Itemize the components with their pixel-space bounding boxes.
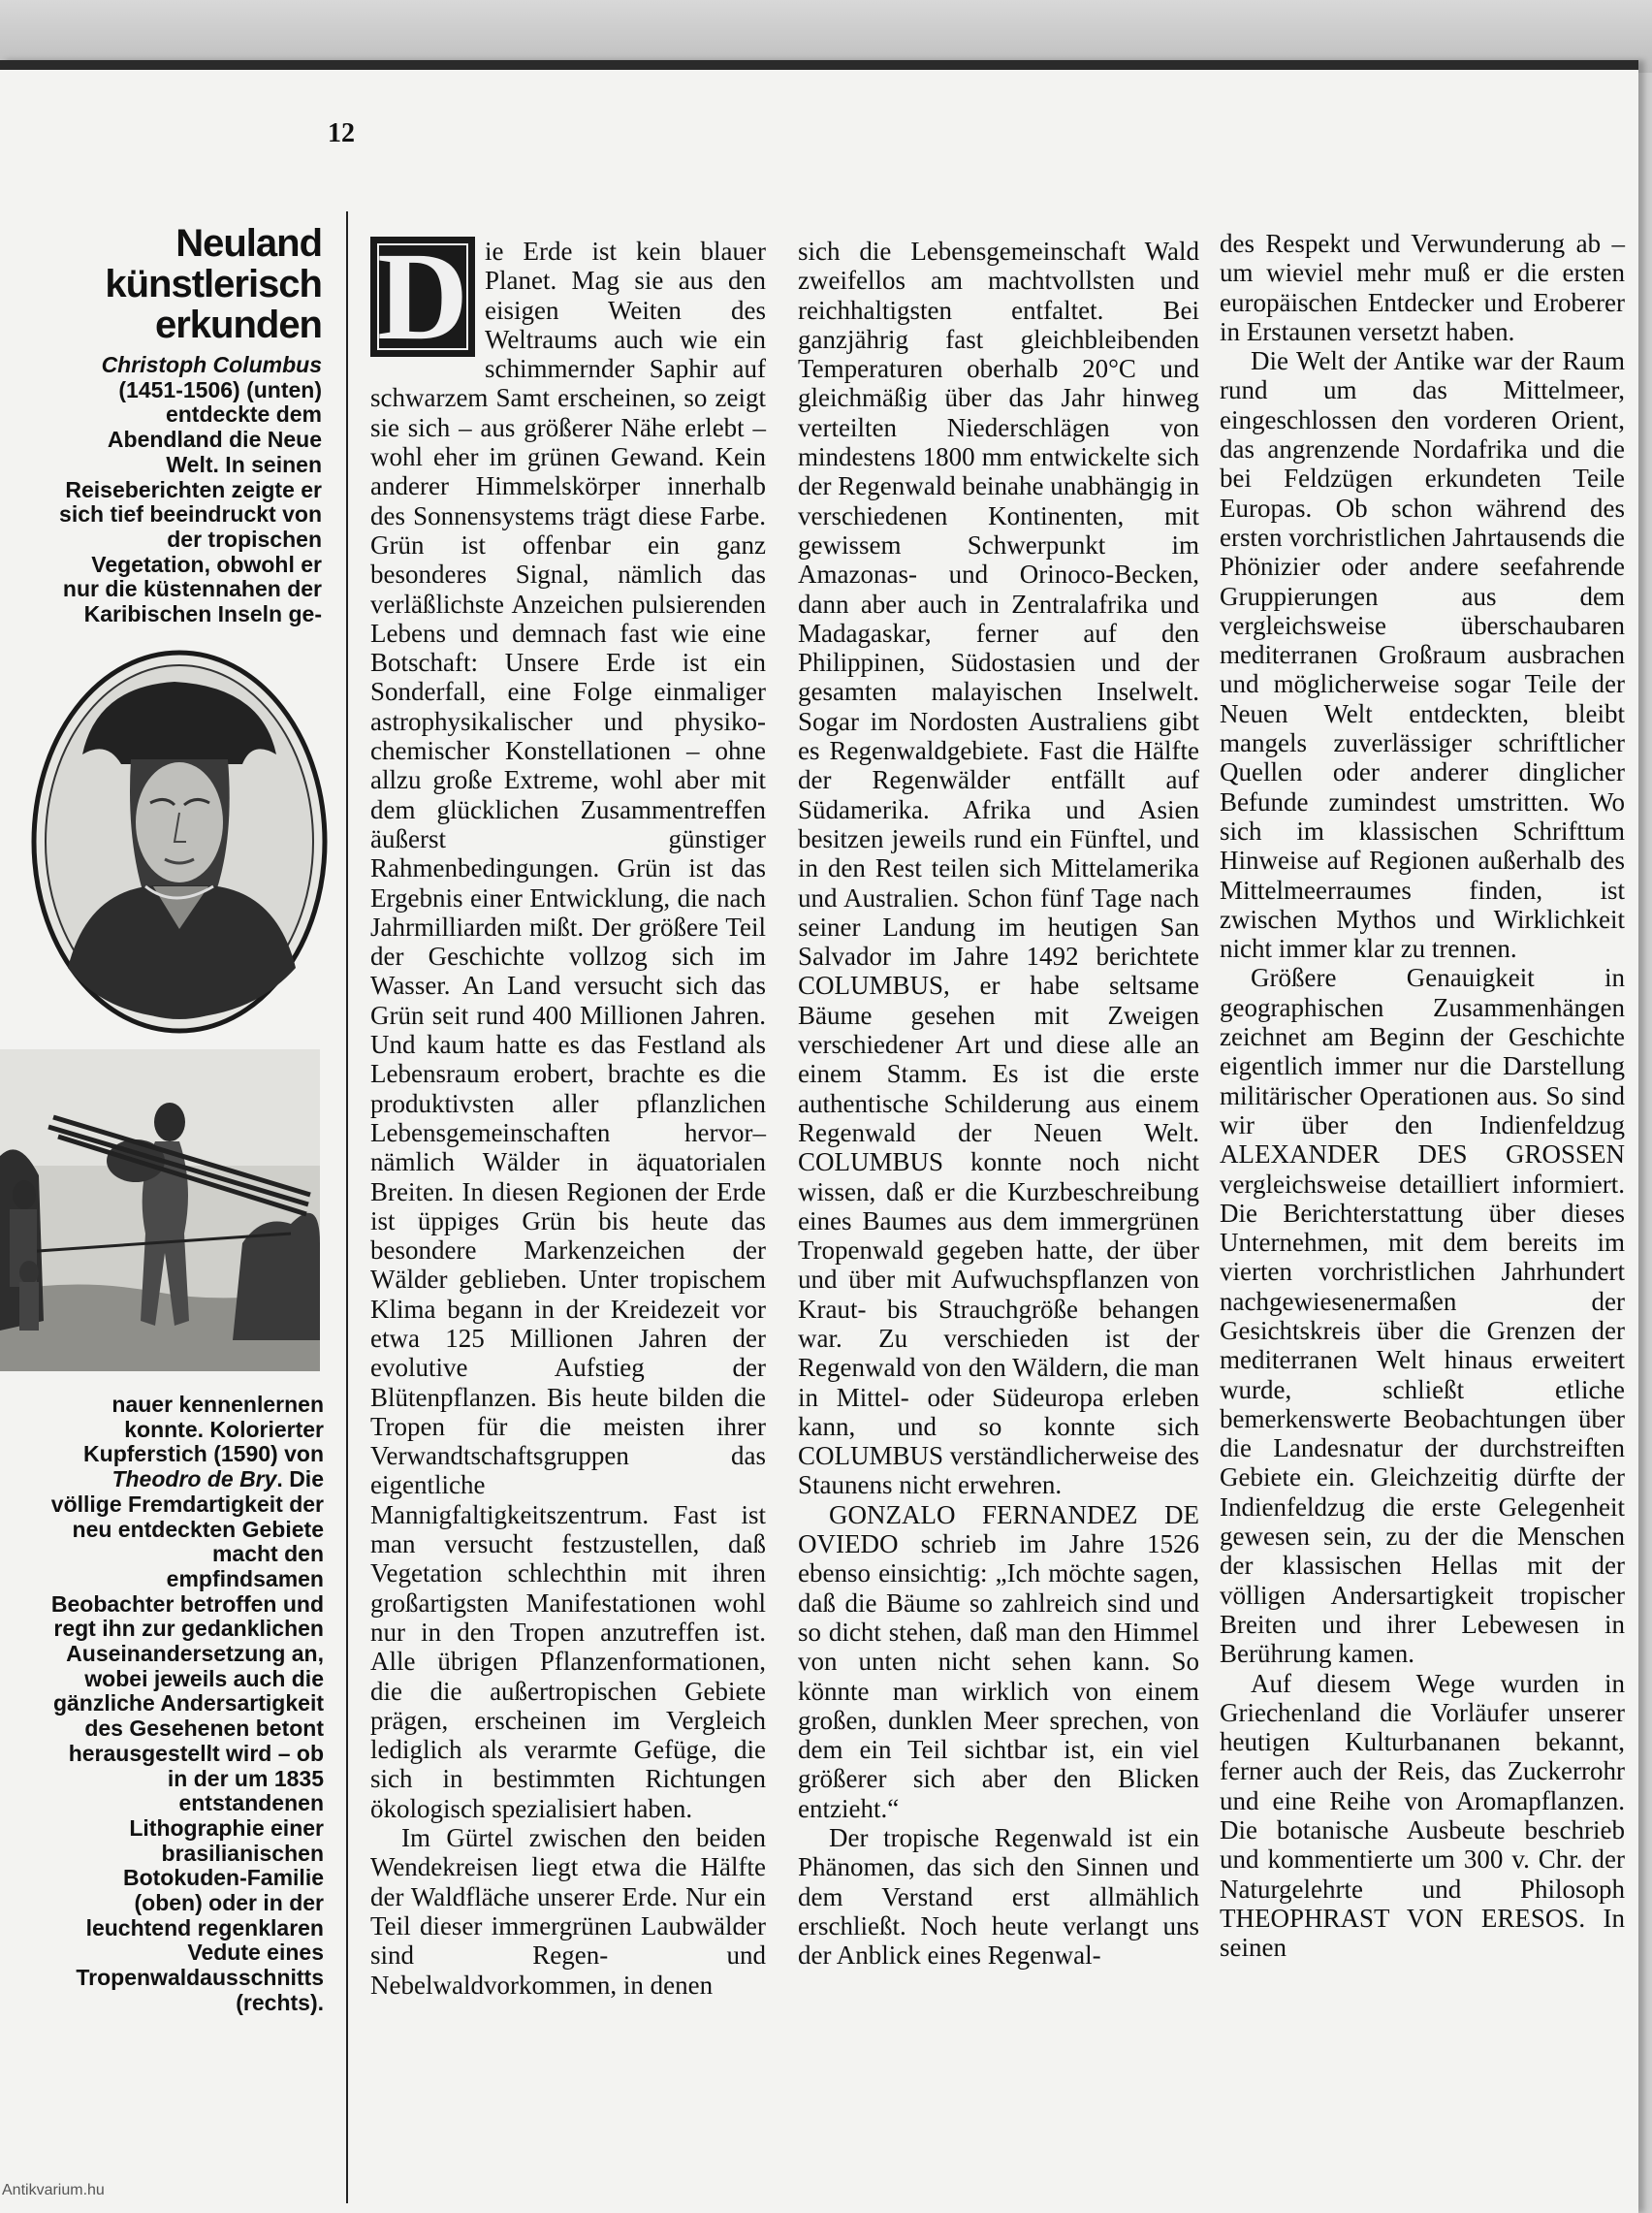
paragraph: sich die Lebensgemeinschaft Wald zweifellos am machtvollsten und reichhaltigsten entfaltet. Bei ganzjährig fast gleichbleibenden Temperaturen oberhalb 20°C und gleichmäßig über das Jahr hinweg verteilten Niederschlägen von mindestens 1800 mm entwickelte sich der Regenwald beinahe unabhängig in verschiedenen Kontinenten, mit gewissem Schwerpunkt im Amazonas- und Orinoco-Becken, dann aber auch in Zentralafrika und Madagaskar, ferner auf den Philippinen, Südostasien und der gesamten malayischen Inselwelt. Sogar im Nordosten Australiens gibt es Regenwaldgebiete. Fast die Hälfte der Regenwälder entfällt auf Südamerika. Afrika und Asien besitzen jeweils rund ein Fünftel, und in den Rest teilen sich Mittelamerika und Australien. Schon fünf Tage nach seiner Landung im heutigen San Salvador im Jahre 1492 berichtete COLUMBUS, er habe seltsame Bäume gesehen mit Zweigen verschiedener Art und diese alle an einem Stamm. Es ist die erste authentische Schilderung aus einem Regenwald der Neuen Welt. COLUMBUS konnte noch nicht wissen, daß er die Kurzbeschreibung eines Baumes aus dem immergrünen Tropenwald gegeben hatte, der über und über mit Aufwuchspflanzen von Kraut- bis Strauchgröße behangen war. Zu verschieden ist der Regenwald von den Wäldern, die man in Mittel- oder Südeuropa erleben kann, und so konnte sich COLUMBUS verständlicherweise des Staunens nicht erwehren. [798,237,1199,1500]
caption2-text-b: . Die völlige Fremdartigkeit der neu entdeckten Gebiete macht den empfindsamen Beobachter betroffen und regt ihn zur gedanklichen Auseinandersetzung an, wobei jeweils auch die gänzliche Andersartigkeit des Gesehenen betont herausgestellt wird – ob in der um 1835 entstandenen Lithographie einer brasilianischen Botokuden-Familie (oben) oder in der leuchtend regenklaren Vedute eines Tropenwaldausschnitts (rechts). [50,1466,324,2015]
paragraph: Auf diesem Wege wurden in Griechenland die Vorläufer unserer heutigen Kulturbananen bekannt, ferner auch der Reis, das Zuckerrohr und eine Reihe von Aromapflanzen. Die botanische Ausbeute beschrieb und kommentierte um 300 v. Chr. der Naturgelehrte und Philosoph THEOPHRAST VON ERESOS. In seinen [1220,1668,1625,1963]
caption2-name: Theodro de Bry [111,1466,277,1492]
caption-engraving [50,1393,324,2016]
article-column-3 [1220,229,1625,1963]
page-number: 12 [328,118,355,148]
botokuden-family-image [0,1049,320,1371]
paragraph: Größere Genauigkeit in geographischen Zusammenhängen zeichnet am Beginn der Geschichte eigentlich immer nur die Darstellung militärischer Operationen aus. So sind wir über den Indienfeldzug ALEXANDER DES GROSSEN vergleichsweise detailliert informiert. Die Berichterstattung über dieses Unternehmen, mit dem bereits im vierten vorchristlichen Jahrhundert nachgewiesenermaßen der Gesichtskreis über die Grenzen der mediterranen Welt hinaus erweitert wurde, schließt etliche bemerkenswerte Beobachtungen über die Landesnatur der durchstreiften Gebiete ein. Gleichzeitig dürfte der Indienfeldzug die erste Gelegenheit gewesen sein, zu der die Menschen der klassischen Hellas mit der völligen Andersartigkeit tropischer Breiten und ihrer Lebewesen in Berührung kamen. [1220,963,1625,1669]
article-column-1 [370,227,766,2000]
columbus-portrait-image [29,648,330,1036]
caption-text: (1451-1506) (unten) entdeckte dem Abendland die Neue Welt. In seinen Reiseberichten zeigte er sich tief beeindruckt von der tropischen Vegetation, obwohl er nur die küstennahen der Karibischen Inseln ge- [59,376,322,627]
paragraph-text: ie Erde ist kein blauer Planet. Mag sie aus den eisigen Weiten des Weltraums auch wie ein schimmernder Saphir auf schwarzem Samt erscheinen, so zeigt sie sich – aus größerer Nähe erlebt – wohl eher im grünen Gewand. Kein anderer Himmelskörper innerhalb des Sonnensystems trägt diese Farbe. Grün ist offenbar ein ganz besonderes Signal, nämlich das verläßlichste Anzeichen pulsierenden Lebens und demnach fast wie eine Botschaft: Unsere Erde ist ein Sonderfall, eine Folge einmaliger astrophysikalischer und physiko-chemischer Konstellationen – ohne allzu große Extreme, wohl aber mit dem glücklichen Zusammentreffen äußerst günstiger Rahmenbedingungen. Grün ist das Ergebnis einer Entwicklung, die nach Jahrmilliarden mißt. Der größere Teil der Geschichte vollzog sich im Wasser. An Land versucht sich das Grün seit rund 400 Millionen Jahren. Und kaum hatte es das Festland als Lebensraum erobert, brachte es die produktivsten aller pflanzlichen Lebensgemeinschaften hervor– nämlich Wälder in äquatorialen Breiten. In diesen Regionen der Erde ist üppiges Grün bis heute das besondere Markenzeichen der Wälder geblieben. Unter tropischem Klima begann in der Kreidezeit vor etwa 125 Millionen Jahren der evolutive Aufstieg der Blütenpflanzen. Bis heute bilden die Tropen für die meisten ihrer Verwandtschaftsgruppen das eigentliche Mannigfaltigkeitszentrum. Fast ist man versucht festzustellen, daß Vegetation schlechthin mit ihren großartigsten Manifestationen wohl nur in den Tropen anzutreffen ist. Alle übrigen Pflanzenformationen, die die außertropischen Gebiete prägen, erscheinen im Vergleich lediglich als verarmte Gefüge, die sich in bestimmten Richtungen ökologisch spezialisiert haben. [370,237,766,1823]
drop-cap: D [370,237,475,357]
caption-name: Christoph Columbus [101,352,322,377]
column-rule [346,211,348,2203]
headline-line: künstlerisch [105,263,322,305]
paragraph: GONZALO FERNANDEZ DE OVIEDO schrieb im Jahre 1526 ebenso einsichtig: „Ich möchte sagen, daß die Bäume so zahlreich sind und so dicht stehen, daß man den Himmel von unten nicht sehen kann. So könnte man wirklich von einem großen, dunklen Meer sprechen, von dem ein Teil sichtbar ist, ein viel größerer sich aber den Blicken entzieht.“ [798,1499,1199,1823]
headline [50,223,322,345]
headline-line: Neuland [175,222,322,265]
paragraph: des Respekt und Verwunderung ab – um wieviel mehr muß er die ersten europäischen Entdecker und Eroberer in Erstaunen versetzt haben. [1220,229,1625,346]
watermark: Antikvarium.hu [2,2182,105,2198]
article-column-2 [798,237,1199,1971]
paragraph: Im Gürtel zwischen den beiden Wendekreisen liegt etwa die Hälfte der Waldfläche unserer Erde. Nur ein Teil dieser immergrünen Laubwälder sind Regen- und Nebelwaldvorkommen, in denen [370,1823,766,2000]
paragraph: Der tropische Regenwald ist ein Phänomen, das sich den Sinnen und dem Verstand erst allmählich erschließt. Noch heute verlangt uns der Anblick eines Regenwal- [798,1823,1199,1971]
paragraph: Die Welt der Antike war der Raum rund um das Mittelmeer, eingeschlossen den vorderen Orient, das angrenzende Nordafrika und die bei Feldzügen erkundeten Teile Europas. Ob schon während des ersten vorchristlichen Jahrtausends die Phönizier oder andere seefahrende Gruppierungen aus dem vergleichsweise überschaubaren mediterranen Großraum ausbrachen und möglicherweise sogar Teile der Neuen Welt entdeckten, bleibt mangels zuverlässiger schriftlicher Quellen oder anderer dinglicher Befunde zumindest umstritten. Wo sich im klassischen Schrifttum Hinweise auf Regionen außerhalb des Mittelmeerraumes finden, ist zwischen Mythos und Wirklichkeit nicht immer klar zu trennen. [1220,346,1625,964]
caption-columbus [50,353,322,627]
sidebar [50,223,322,627]
paragraph [370,227,766,1823]
caption2-text-a: nauer kennenlernen konnte. Kolorierter Kupferstich (1590) von [83,1392,324,1467]
headline-line: erkunden [154,304,322,346]
